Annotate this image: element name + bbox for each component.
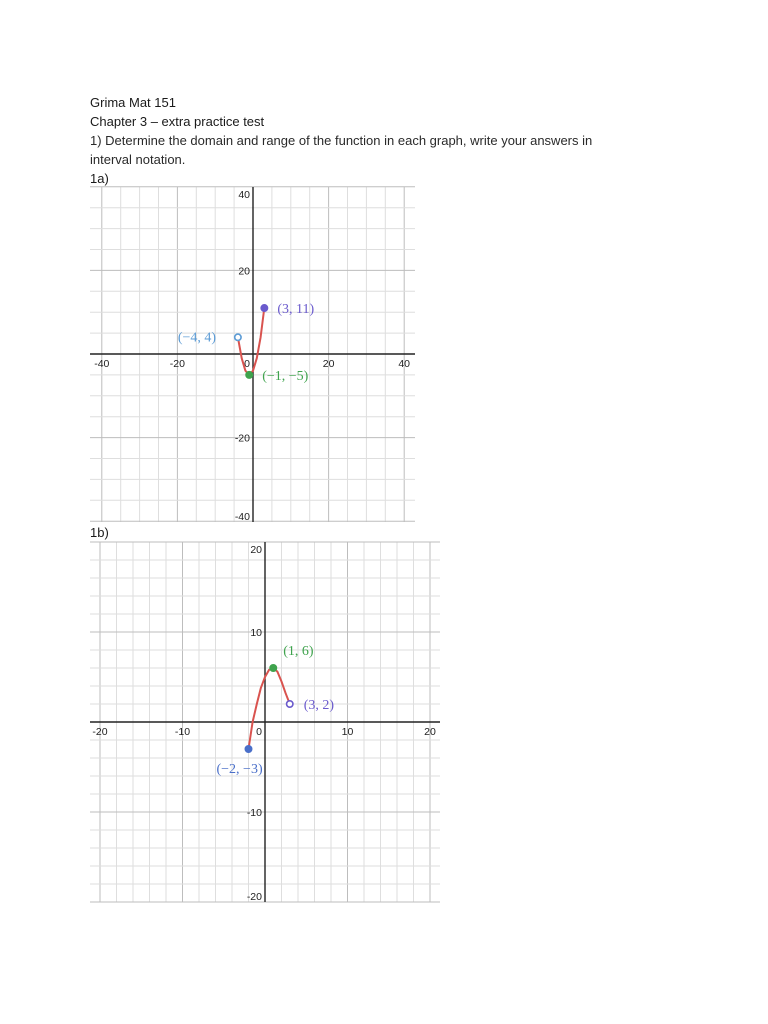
point-label: (−4, 4) bbox=[177, 330, 217, 346]
x-tick-label: 0 bbox=[244, 358, 250, 370]
x-tick-label: 20 bbox=[322, 358, 335, 370]
doc-subtitle: Chapter 3 – extra practice test bbox=[90, 114, 265, 129]
point-marker bbox=[287, 701, 293, 707]
x-tick-label: 10 bbox=[341, 726, 354, 738]
point-label: (3, 2) bbox=[303, 698, 335, 713]
point-label: (−1, −5) bbox=[262, 368, 309, 384]
x-tick-label: -10 bbox=[174, 726, 191, 738]
y-tick-label: 20 bbox=[238, 265, 250, 278]
y-tick-label: -10 bbox=[246, 807, 262, 819]
question-text-line2: interval notation. bbox=[90, 152, 186, 167]
y-tick-label: -20 bbox=[246, 891, 262, 903]
graph-1b bbox=[90, 542, 440, 903]
y-tick-label: 40 bbox=[238, 189, 250, 201]
curve-1b bbox=[249, 668, 290, 749]
point-label: (3, 11) bbox=[277, 302, 315, 318]
point-label: (1, 6) bbox=[283, 644, 314, 659]
y-tick-label: -20 bbox=[234, 432, 250, 445]
y-tick-label: 10 bbox=[250, 627, 262, 639]
point-marker bbox=[235, 334, 241, 340]
x-tick-label: -20 bbox=[92, 726, 108, 738]
x-tick-label: 0 bbox=[256, 726, 262, 738]
x-tick-label: -20 bbox=[169, 358, 185, 370]
x-tick-label: 20 bbox=[424, 726, 436, 738]
x-tick-label: 40 bbox=[398, 358, 411, 370]
problem-label-1b: 1b) bbox=[90, 525, 109, 540]
y-tick-label: 20 bbox=[250, 544, 262, 556]
point-marker bbox=[261, 305, 267, 311]
graph-1a bbox=[90, 187, 415, 523]
y-tick-label: -40 bbox=[234, 511, 250, 523]
x-tick-label: -40 bbox=[94, 358, 110, 370]
problem-label-1a: 1a) bbox=[90, 171, 109, 186]
doc-header: Grima Mat 151 bbox=[90, 95, 176, 110]
point-marker bbox=[245, 746, 251, 752]
point-marker bbox=[270, 665, 276, 671]
point-marker bbox=[246, 372, 252, 378]
question-text-line1: 1) Determine the domain and range of the function in each graph, write your answers in bbox=[90, 133, 593, 148]
point-label: (−2, −3) bbox=[216, 762, 263, 777]
curve-1a bbox=[238, 308, 264, 375]
